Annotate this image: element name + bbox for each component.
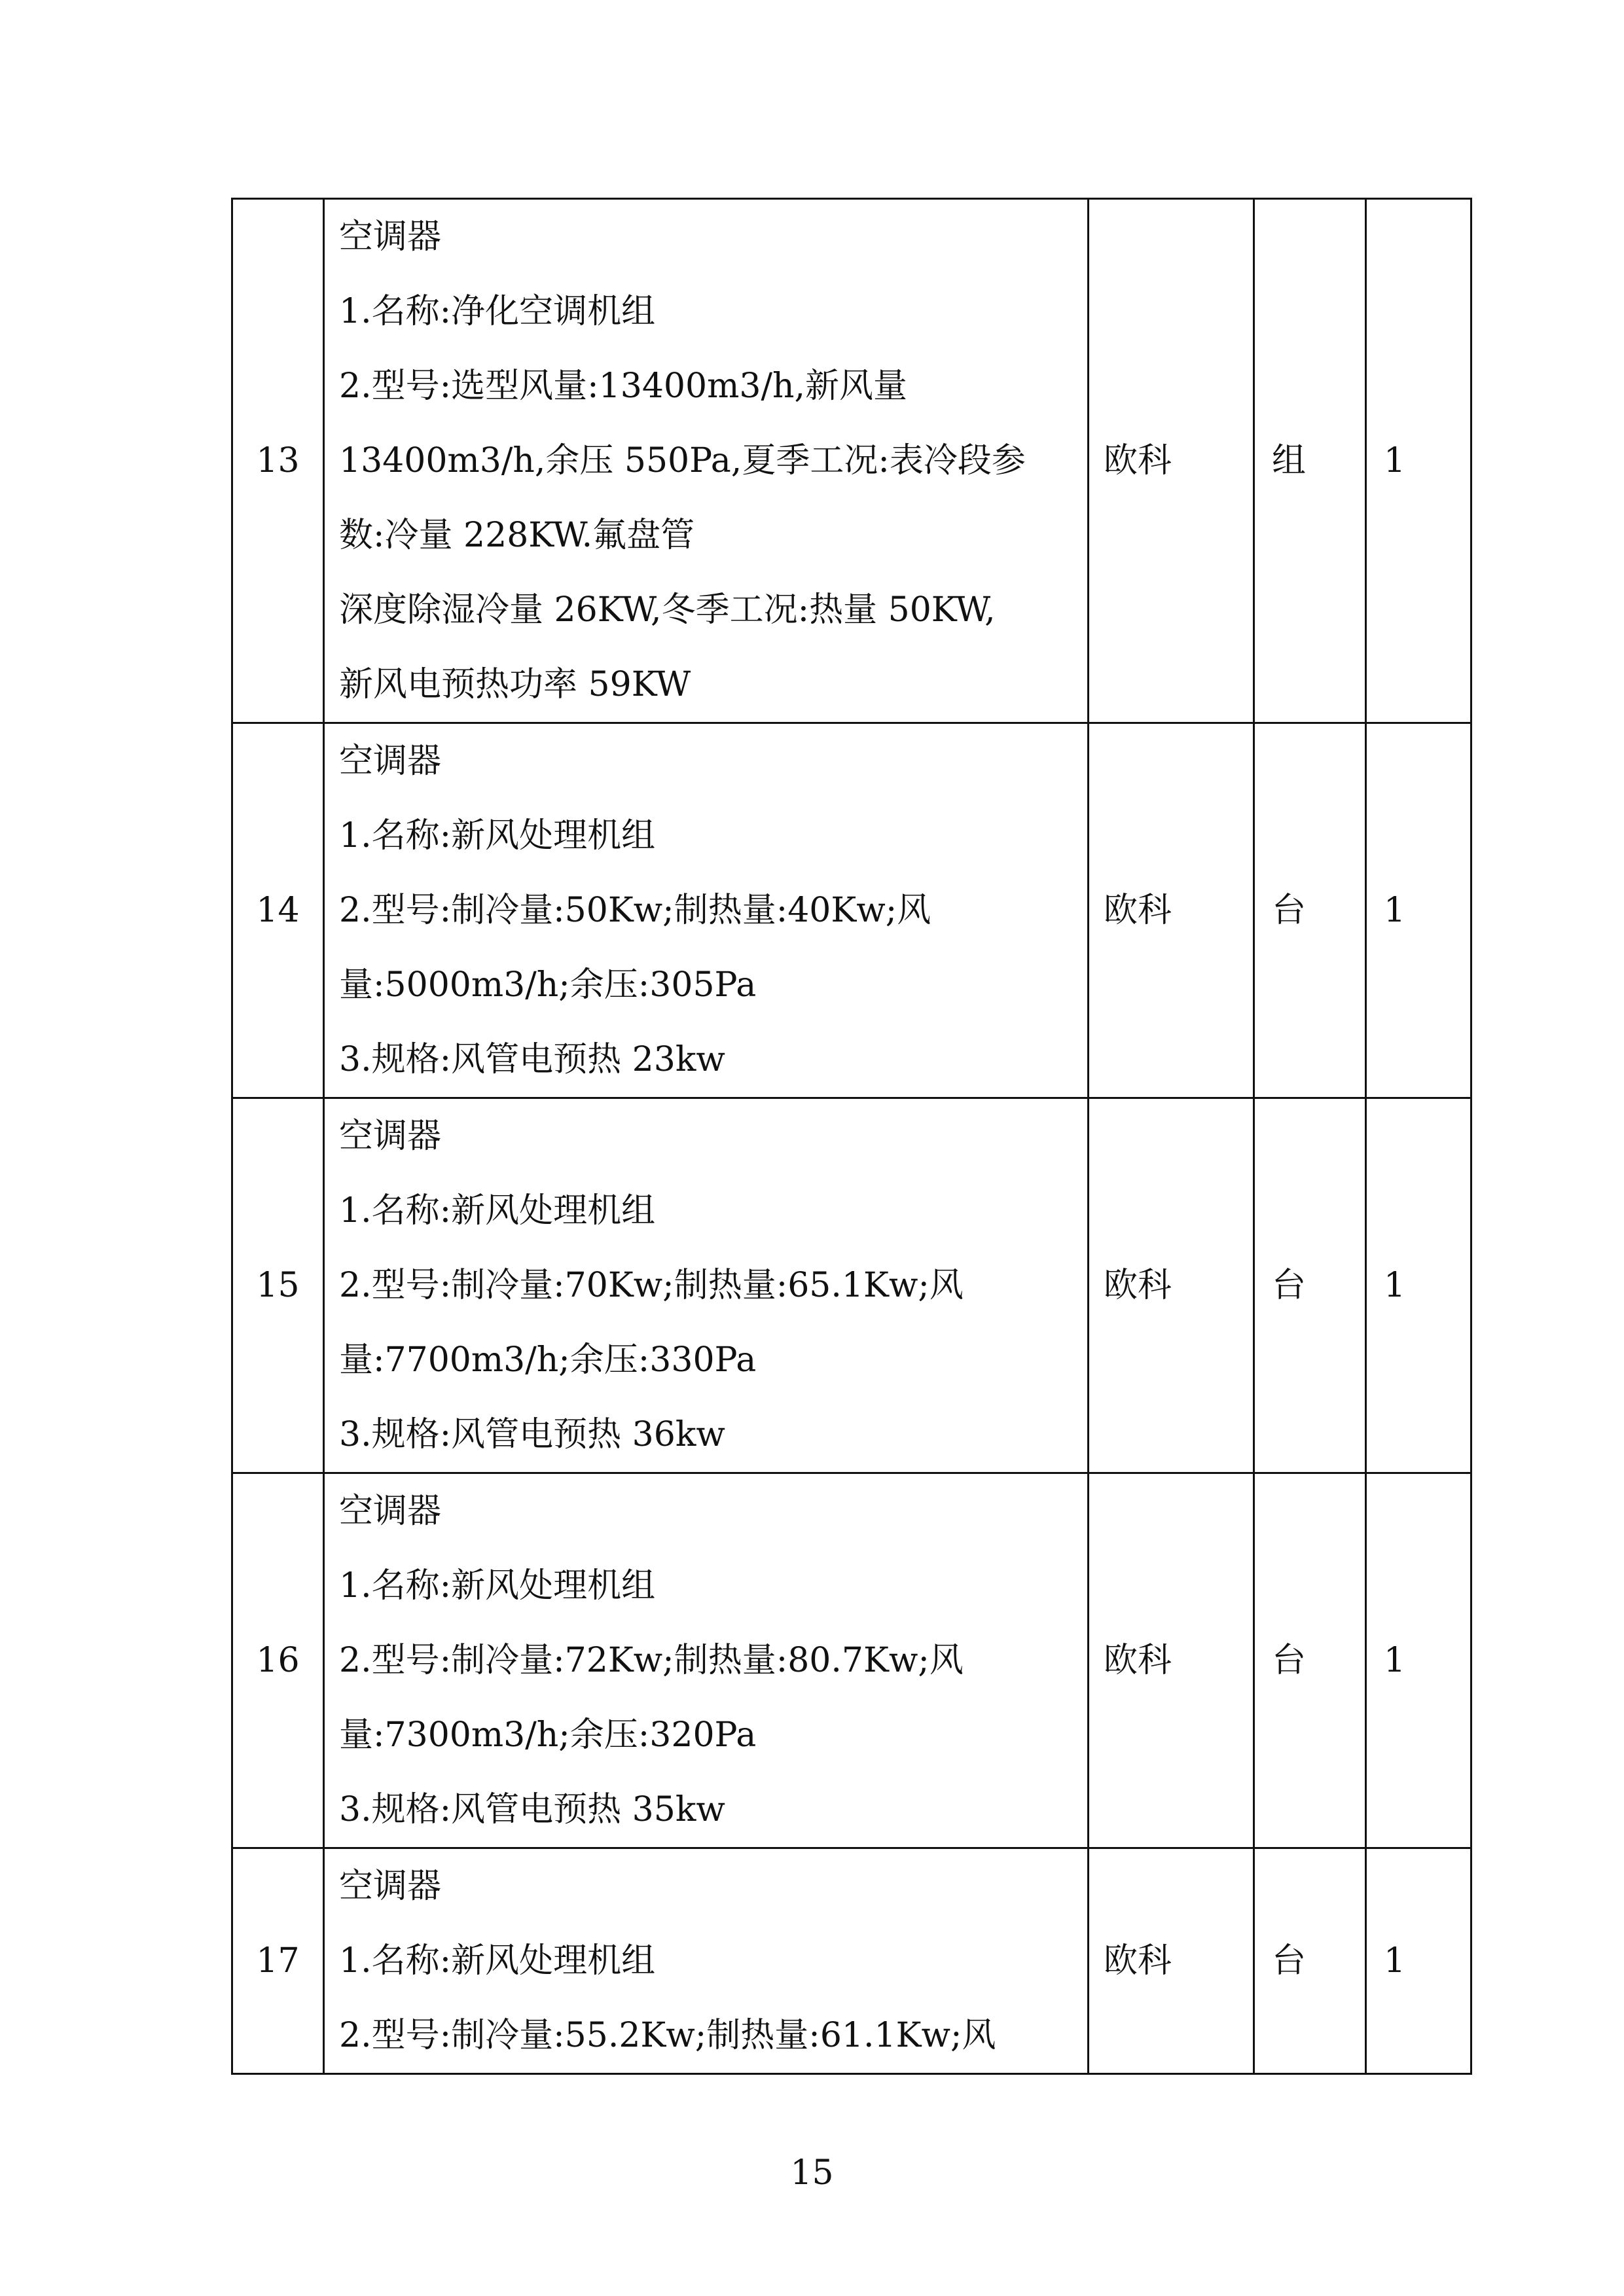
page-number: 15: [790, 2153, 834, 2193]
description-line: 量:5000m3/h;余压:305Pa: [339, 965, 757, 1005]
description-line: 2.型号:制冷量:50Kw;制热量:40Kw;风: [339, 891, 931, 930]
description-line: 1.名称:新风处理机组: [339, 1566, 656, 1605]
item-description-cell: [324, 1098, 1089, 1473]
description-line: 13400m3/h,余压 550Pa,夏季工况:表冷段参: [339, 441, 1026, 480]
item-description-cell: [324, 1473, 1089, 1848]
description-line: 2.型号:制冷量:55.2Kw;制热量:61.1Kw;风: [339, 2016, 996, 2055]
description-line: 空调器: [339, 217, 442, 257]
item-number-cell: 16: [232, 1473, 324, 1848]
item-description-cell: [324, 723, 1089, 1098]
description-line: 空调器: [339, 742, 442, 781]
quantity-cell: 1: [1366, 723, 1471, 1098]
description-line: 2.型号:制冷量:70Kw;制热量:65.1Kw;风: [339, 1266, 964, 1305]
brand-cell: 欧科: [1089, 723, 1254, 1098]
description-line: 1.名称:新风处理机组: [339, 816, 656, 855]
description-line: 空调器: [339, 1867, 442, 1906]
description-line: 数:冷量 228KW.氟盘管: [339, 516, 695, 555]
item-number-cell: 14: [232, 723, 324, 1098]
quantity-cell: 1: [1366, 199, 1471, 723]
description-line: 1.名称:新风处理机组: [339, 1191, 656, 1230]
equipment-table: [231, 198, 1472, 2075]
brand-cell: 欧科: [1089, 1098, 1254, 1473]
unit-cell: 台: [1254, 1473, 1366, 1848]
description-line: 1.名称:新风处理机组: [339, 1941, 656, 1981]
quantity-cell: 1: [1366, 1473, 1471, 1848]
description-line: 2.型号:制冷量:72Kw;制热量:80.7Kw;风: [339, 1641, 964, 1680]
description-line: 量:7700m3/h;余压:330Pa: [339, 1340, 757, 1380]
item-number-cell: 13: [232, 199, 324, 723]
equipment-table-body: [232, 199, 1471, 2074]
item-number-cell: 17: [232, 1848, 324, 2074]
description-line: 2.型号:选型风量:13400m3/h,新风量: [339, 367, 908, 406]
unit-cell: 台: [1254, 1098, 1366, 1473]
description-line: 量:7300m3/h;余压:320Pa: [339, 1715, 757, 1755]
brand-cell: 欧科: [1089, 1848, 1254, 2074]
description-line: 空调器: [339, 1117, 442, 1156]
unit-cell: 台: [1254, 1848, 1366, 2074]
brand-cell: 欧科: [1089, 1473, 1254, 1848]
unit-cell: 台: [1254, 723, 1366, 1098]
table-row: [232, 1848, 1471, 2074]
table-row: [232, 199, 1471, 723]
item-number-cell: 15: [232, 1098, 324, 1473]
description-line: 新风电预热功率 59KW: [339, 665, 691, 704]
description-line: 深度除湿冷量 26KW,冬季工况:热量 50KW,: [339, 590, 996, 630]
description-line: 1.名称:净化空调机组: [339, 292, 656, 331]
item-description-cell: [324, 1848, 1089, 2074]
description-line: 3.规格:风管电预热 23kw: [339, 1040, 725, 1079]
table-row: [232, 1473, 1471, 1848]
quantity-cell: 1: [1366, 1848, 1471, 2074]
description-line: 3.规格:风管电预热 36kw: [339, 1415, 725, 1454]
quantity-cell: 1: [1366, 1098, 1471, 1473]
description-line: 3.规格:风管电预热 35kw: [339, 1790, 725, 1829]
brand-cell: 欧科: [1089, 199, 1254, 723]
table-row: [232, 1098, 1471, 1473]
unit-cell: 组: [1254, 199, 1366, 723]
item-description-cell: [324, 199, 1089, 723]
description-line: 空调器: [339, 1492, 442, 1531]
table-row: [232, 723, 1471, 1098]
